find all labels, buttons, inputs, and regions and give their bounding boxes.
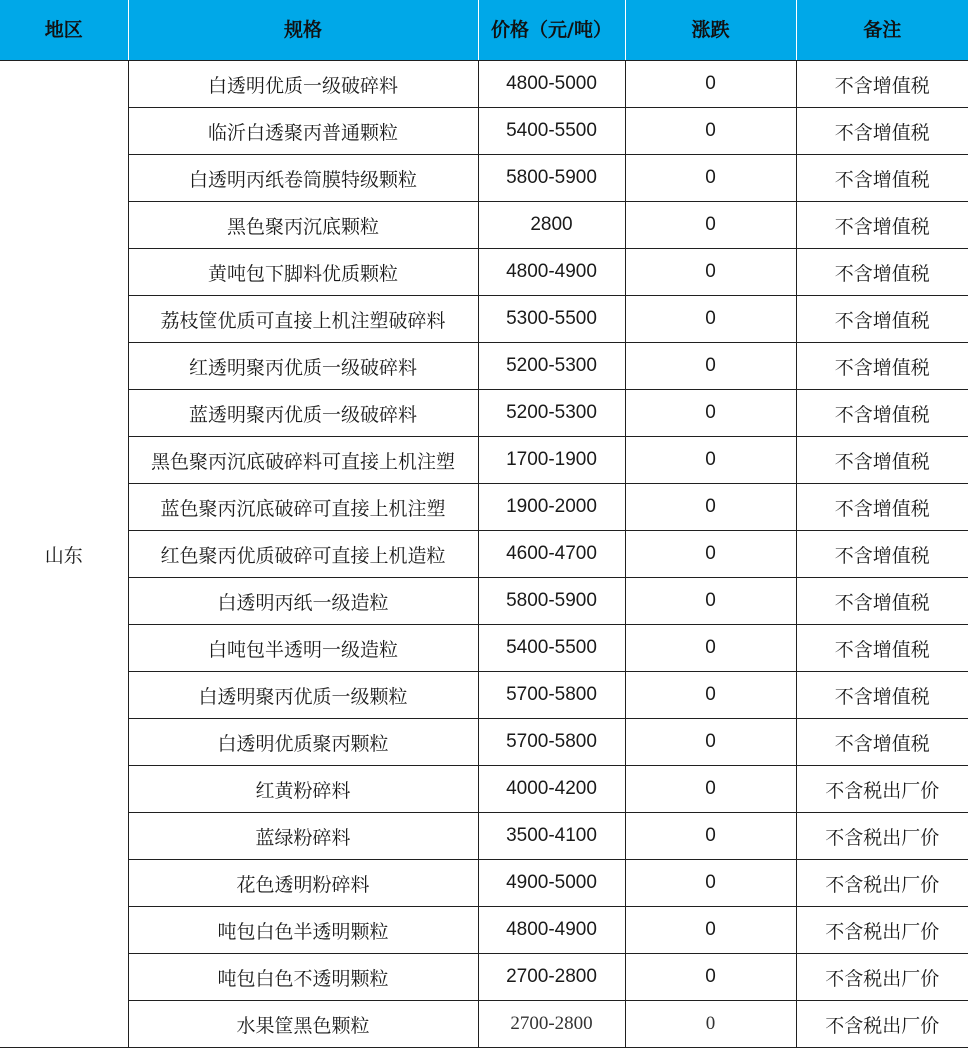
note-cell: 不含增值税 (796, 202, 968, 249)
spec-cell: 蓝透明聚丙优质一级破碎料 (128, 390, 478, 437)
header-note: 备注 (796, 0, 968, 61)
header-region: 地区 (0, 0, 128, 61)
spec-cell: 红黄粉碎料 (128, 766, 478, 813)
change-cell: 0 (625, 202, 796, 249)
table-row (0, 625, 968, 672)
price-cell: 5800-5900 (478, 155, 625, 202)
note-cell: 不含增值税 (796, 531, 968, 578)
price-cell: 4800-4900 (478, 249, 625, 296)
price-cell: 4800-5000 (478, 61, 625, 108)
spec-cell: 吨包白色不透明颗粒 (128, 954, 478, 1001)
change-cell: 0 (625, 907, 796, 954)
table-row (0, 1001, 968, 1048)
spec-cell: 白透明优质聚丙颗粒 (128, 719, 478, 766)
change-cell: 0 (625, 108, 796, 155)
table-row (0, 61, 968, 108)
header-change: 涨跌 (625, 0, 796, 61)
price-cell: 4900-5000 (478, 860, 625, 907)
spec-cell: 吨包白色半透明颗粒 (128, 907, 478, 954)
spec-cell: 黑色聚丙沉底颗粒 (128, 202, 478, 249)
price-cell: 1900-2000 (478, 484, 625, 531)
note-cell: 不含税出厂价 (796, 1001, 968, 1048)
note-cell: 不含税出厂价 (796, 954, 968, 1001)
spec-cell: 荔枝筐优质可直接上机注塑破碎料 (128, 296, 478, 343)
region-cell: 山东 (0, 61, 128, 1048)
header-price: 价格（元/吨） (478, 0, 625, 61)
spec-cell: 白吨包半透明一级造粒 (128, 625, 478, 672)
table-row (0, 390, 968, 437)
change-cell: 0 (625, 437, 796, 484)
table-row (0, 719, 968, 766)
note-cell: 不含税出厂价 (796, 766, 968, 813)
price-cell: 4000-4200 (478, 766, 625, 813)
change-cell: 0 (625, 296, 796, 343)
change-cell: 0 (625, 343, 796, 390)
note-cell: 不含增值税 (796, 249, 968, 296)
change-cell: 0 (625, 531, 796, 578)
note-cell: 不含增值税 (796, 625, 968, 672)
price-cell: 3500-4100 (478, 813, 625, 860)
note-cell: 不含税出厂价 (796, 813, 968, 860)
price-cell: 4600-4700 (478, 531, 625, 578)
price-cell: 5700-5800 (478, 672, 625, 719)
spec-cell: 黑色聚丙沉底破碎料可直接上机注塑 (128, 437, 478, 484)
table-row (0, 249, 968, 296)
spec-cell: 白透明优质一级破碎料 (128, 61, 478, 108)
note-cell: 不含税出厂价 (796, 907, 968, 954)
table-row (0, 907, 968, 954)
table-row (0, 578, 968, 625)
change-cell: 0 (625, 860, 796, 907)
change-cell: 0 (625, 766, 796, 813)
change-cell: 0 (625, 155, 796, 202)
table-row (0, 860, 968, 907)
table-body (0, 61, 968, 1048)
table-row (0, 437, 968, 484)
spec-cell: 花色透明粉碎料 (128, 860, 478, 907)
note-cell: 不含增值税 (796, 296, 968, 343)
price-cell: 4800-4900 (478, 907, 625, 954)
table-row (0, 672, 968, 719)
price-cell: 5200-5300 (478, 390, 625, 437)
price-cell: 5300-5500 (478, 296, 625, 343)
table-row (0, 531, 968, 578)
change-cell: 0 (625, 484, 796, 531)
price-cell: 1700-1900 (478, 437, 625, 484)
change-cell: 0 (625, 954, 796, 1001)
note-cell: 不含增值税 (796, 155, 968, 202)
spec-cell: 白透明聚丙优质一级颗粒 (128, 672, 478, 719)
note-cell: 不含增值税 (796, 719, 968, 766)
table-row (0, 202, 968, 249)
spec-cell: 红透明聚丙优质一级破碎料 (128, 343, 478, 390)
note-cell: 不含增值税 (796, 484, 968, 531)
price-cell: 5200-5300 (478, 343, 625, 390)
spec-cell: 蓝绿粉碎料 (128, 813, 478, 860)
price-cell: 5800-5900 (478, 578, 625, 625)
note-cell: 不含增值税 (796, 672, 968, 719)
change-cell: 0 (625, 578, 796, 625)
change-cell: 0 (625, 672, 796, 719)
table-row (0, 484, 968, 531)
table-row (0, 954, 968, 1001)
header-spec: 规格 (128, 0, 478, 61)
price-cell: 5400-5500 (478, 108, 625, 155)
change-cell: 0 (625, 719, 796, 766)
change-cell: 0 (625, 61, 796, 108)
note-cell: 不含税出厂价 (796, 860, 968, 907)
change-cell: 0 (625, 390, 796, 437)
price-cell: 5400-5500 (478, 625, 625, 672)
spec-cell: 红色聚丙优质破碎可直接上机造粒 (128, 531, 478, 578)
note-cell: 不含增值税 (796, 61, 968, 108)
change-cell: 0 (625, 249, 796, 296)
spec-cell: 黄吨包下脚料优质颗粒 (128, 249, 478, 296)
spec-cell: 水果筐黑色颗粒 (128, 1001, 478, 1048)
price-cell: 2700-2800 (478, 1001, 625, 1048)
price-cell: 2800 (478, 202, 625, 249)
table-row (0, 766, 968, 813)
table-row (0, 155, 968, 202)
header-row (0, 0, 968, 61)
spec-cell: 白透明丙纸卷筒膜特级颗粒 (128, 155, 478, 202)
note-cell: 不含增值税 (796, 437, 968, 484)
note-cell: 不含增值税 (796, 343, 968, 390)
note-cell: 不含增值税 (796, 108, 968, 155)
spec-cell: 蓝色聚丙沉底破碎可直接上机注塑 (128, 484, 478, 531)
price-cell: 5700-5800 (478, 719, 625, 766)
spec-cell: 临沂白透聚丙普通颗粒 (128, 108, 478, 155)
price-cell: 2700-2800 (478, 954, 625, 1001)
change-cell: 0 (625, 813, 796, 860)
table-row (0, 296, 968, 343)
spec-cell: 白透明丙纸一级造粒 (128, 578, 478, 625)
note-cell: 不含增值税 (796, 578, 968, 625)
table-row (0, 108, 968, 155)
table-row (0, 813, 968, 860)
note-cell: 不含增值税 (796, 390, 968, 437)
change-cell: 0 (625, 625, 796, 672)
change-cell: 0 (625, 1001, 796, 1048)
table-row (0, 343, 968, 390)
